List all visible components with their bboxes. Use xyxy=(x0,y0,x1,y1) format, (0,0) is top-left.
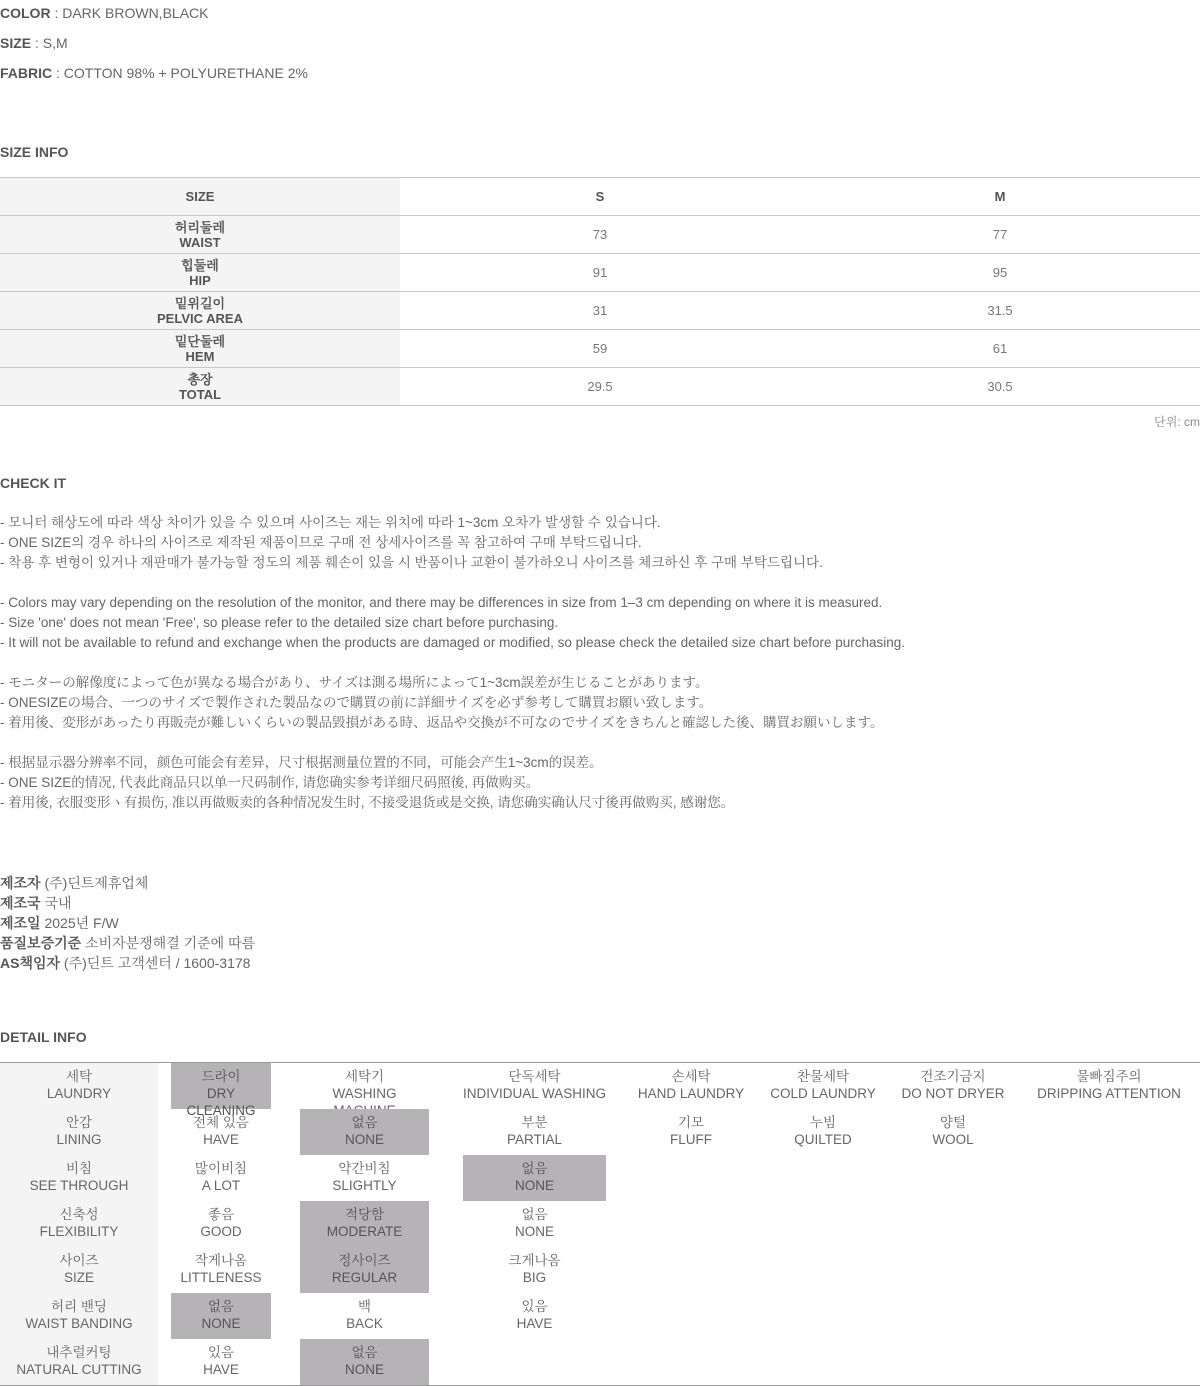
detail-option-ko: 세탁기 xyxy=(344,1069,385,1084)
detail-option-en: LITTLENESS xyxy=(180,1270,262,1285)
size-row-label-ko: 총장 xyxy=(187,371,213,387)
size-row-label-en: HIP xyxy=(189,272,211,288)
maker-info-label: 제조국 xyxy=(0,895,41,911)
size-row-label-en: HEM xyxy=(185,348,215,364)
detail-option xyxy=(632,1109,750,1155)
size-row-label xyxy=(0,216,400,254)
detail-option-en: DO NOT DRYER xyxy=(901,1086,1005,1101)
spacer xyxy=(0,734,905,754)
detail-option-selected xyxy=(171,1063,271,1118)
size-row-label xyxy=(0,292,400,330)
detail-row xyxy=(0,1247,1200,1293)
detail-option-en: NONE xyxy=(201,1316,241,1331)
detail-option-ko: 부분 xyxy=(521,1115,548,1130)
detail-option-en: LINING xyxy=(56,1132,102,1147)
detail-option-ko: 누빔 xyxy=(809,1115,837,1130)
detail-option-ko: 작게나옴 xyxy=(194,1253,248,1268)
size-table-header xyxy=(0,178,1200,216)
detail-option-en: DRIPPING ATTENTION xyxy=(1037,1086,1181,1101)
table-row xyxy=(0,368,1200,406)
size-row-label-en: WAIST xyxy=(179,234,221,250)
detail-option-ko: 단독세탁 xyxy=(508,1069,561,1084)
check-note-line: - モニターの解像度によって色が異なる場合があり、サイズは測る場所によって1~3cm誤差が生じることがあります。 xyxy=(0,675,709,690)
detail-option-ko: 좋음 xyxy=(207,1207,235,1222)
detail-option-en: BACK xyxy=(346,1316,383,1331)
detail-option-ko: 내추럴커팅 xyxy=(46,1345,112,1360)
detail-option-ko: 없음 xyxy=(351,1115,378,1130)
detail-option-en: MODERATE xyxy=(326,1224,403,1239)
detail-option-ko: 비침 xyxy=(65,1161,93,1176)
detail-option-selected xyxy=(171,1293,271,1339)
maker-info-label: 제조자 xyxy=(0,875,41,891)
maker-info-value: (주)딘트 고객센터 / 1600-3178 xyxy=(60,955,251,971)
detail-option-ko: 없음 xyxy=(521,1161,548,1176)
size-header-label: SIZE xyxy=(0,178,400,216)
spec-line xyxy=(0,4,308,34)
detail-option-ko: 사이즈 xyxy=(59,1253,99,1268)
detail-option-ko: 없음 xyxy=(351,1345,378,1360)
size-value-m: 95 xyxy=(800,254,1200,292)
check-it-notes xyxy=(0,514,905,814)
detail-option-en: NONE xyxy=(344,1132,384,1147)
detail-option-en: FLEXIBILITY xyxy=(39,1224,119,1239)
size-row-label-ko: 힙둘레 xyxy=(181,257,219,273)
detail-option-ko: 세탁 xyxy=(65,1069,93,1084)
detail-option xyxy=(764,1063,882,1109)
detail-row xyxy=(0,1155,1200,1201)
detail-option-en: HAVE xyxy=(203,1362,239,1377)
size-value-s: 91 xyxy=(400,254,800,292)
detail-option-ko: 백 xyxy=(357,1299,372,1314)
table-row xyxy=(0,254,1200,292)
detail-option-en: GOOD xyxy=(200,1224,242,1239)
detail-option xyxy=(463,1247,606,1293)
detail-option xyxy=(463,1201,606,1247)
detail-option-ko: 안감 xyxy=(65,1115,93,1130)
spec-value: : DARK BROWN,BLACK xyxy=(50,5,209,21)
detail-option xyxy=(632,1063,750,1109)
product-specs xyxy=(0,4,308,94)
detail-option xyxy=(300,1063,429,1109)
detail-option-ko: 드라이 xyxy=(201,1069,241,1084)
check-note-line: - It will not be available to refund and exchange when the products are damaged or modified, so please check the detailed size chart before purchasing. xyxy=(0,635,906,650)
check-note-line: - ONESIZEの場合、一つのサイズで製作された製品なので購買の前に詳細サイズを必ず参考して購買お願い致します。 xyxy=(0,695,713,710)
detail-option-ko: 적당함 xyxy=(344,1207,385,1222)
check-note-line: - 착용 후 변형이 있거나 재판매가 불가능할 정도의 제품 훼손이 있을 시 반품이나 교환이 불가하오니 사이즈를 체크하신 후 구매 부탁드립니다. xyxy=(0,555,823,570)
detail-option-en: SLIGHTLY xyxy=(332,1178,397,1193)
spec-line xyxy=(0,64,308,94)
detail-option xyxy=(764,1109,882,1155)
detail-option-en: COLD LAUNDRY xyxy=(770,1086,876,1101)
detail-option-ko: 있음 xyxy=(521,1299,548,1314)
detail-option-selected xyxy=(300,1247,429,1293)
detail-option-en: SIZE xyxy=(63,1270,94,1285)
unit-label: 단위: cm xyxy=(1154,415,1200,429)
detail-option-en: DRY CLEANING xyxy=(186,1086,256,1118)
maker-info-line xyxy=(0,954,255,974)
check-note-line: - 根据显示器分辨率不同，颜色可能会有差异，尺寸根据测量位置的不同，可能会产生1~3cm的误差。 xyxy=(0,755,603,770)
detail-row-label xyxy=(0,1201,158,1247)
detail-option-ko: 기모 xyxy=(677,1115,705,1130)
size-header-s: S xyxy=(400,178,800,216)
maker-info-line xyxy=(0,874,255,894)
detail-table xyxy=(0,1062,1200,1386)
maker-info-line xyxy=(0,894,255,914)
detail-option-ko: 건조기금지 xyxy=(920,1069,986,1084)
size-value-s: 29.5 xyxy=(400,368,800,406)
detail-option-en: A LOT xyxy=(201,1178,241,1193)
detail-row xyxy=(0,1109,1200,1155)
detail-option-en: INDIVIDUAL WASHING xyxy=(463,1086,607,1101)
size-info-title: SIZE INFO xyxy=(0,144,69,160)
detail-option xyxy=(896,1063,1010,1109)
detail-row-label xyxy=(0,1063,158,1109)
size-value-m: 30.5 xyxy=(800,368,1200,406)
detail-option-ko: 없음 xyxy=(521,1207,548,1222)
detail-row xyxy=(0,1201,1200,1247)
detail-option-ko: 허리 밴딩 xyxy=(51,1299,107,1314)
detail-option-en: NONE xyxy=(344,1362,384,1377)
detail-option xyxy=(171,1155,271,1201)
maker-info-value: 2025년 F/W xyxy=(40,915,119,931)
detail-row-label xyxy=(0,1339,158,1385)
detail-option xyxy=(171,1201,271,1247)
size-value-m: 31.5 xyxy=(800,292,1200,330)
detail-option-ko: 많이비침 xyxy=(194,1161,248,1176)
size-value-s: 59 xyxy=(400,330,800,368)
size-value-m: 61 xyxy=(800,330,1200,368)
detail-option-ko: 전체 있음 xyxy=(193,1115,249,1130)
detail-option-en: HAVE xyxy=(516,1316,553,1331)
detail-option-en: QUILTED xyxy=(794,1132,852,1147)
detail-row-label xyxy=(0,1109,158,1155)
detail-option-en: NATURAL CUTTING xyxy=(16,1362,142,1377)
detail-option-ko: 있음 xyxy=(207,1345,235,1360)
size-row-label xyxy=(0,254,400,292)
detail-option-ko: 손세탁 xyxy=(671,1069,711,1084)
detail-option xyxy=(171,1339,271,1385)
detail-row-label xyxy=(0,1155,158,1201)
check-note-line: - 着用後, 衣服变形ヽ有损伤, 准以再做贩卖的各种情况发生时, 不接受退货或是交换, 请您确实确认尺寸後再做购买, 感谢您。 xyxy=(0,795,735,810)
detail-option xyxy=(300,1155,429,1201)
detail-option xyxy=(896,1109,1010,1155)
check-note-line: - 모니터 해상도에 따라 색상 차이가 있을 수 있으며 사이즈는 재는 위치에 따라 1~3cm 오차가 발생할 수 있습니다. xyxy=(0,515,661,530)
detail-option xyxy=(171,1247,271,1293)
detail-option xyxy=(463,1109,606,1155)
table-row xyxy=(0,216,1200,254)
check-note-line: - 着用後、変形があったり再販売が難しいくらいの製品毀損がある時、返品や交換が不可なのでサイズをきちんと確認した後、購買お願いします。 xyxy=(0,715,884,730)
detail-option-ko: 양털 xyxy=(939,1115,967,1130)
size-row-label-ko: 밑위길이 xyxy=(174,295,226,311)
maker-info-value: (주)딘트제휴업체 xyxy=(40,875,149,891)
spec-line xyxy=(0,34,308,64)
maker-info-label: 제조일 xyxy=(0,915,41,931)
detail-option-ko: 정사이즈 xyxy=(338,1253,391,1268)
detail-option-en: WASHING xyxy=(332,1086,397,1101)
size-value-s: 31 xyxy=(400,292,800,330)
size-row-label-ko: 밑단둘레 xyxy=(174,333,226,349)
maker-info-label: 품질보증기준 xyxy=(0,935,82,951)
detail-option xyxy=(463,1063,606,1109)
detail-info-title: DETAIL INFO xyxy=(0,1029,87,1045)
spacer xyxy=(0,574,905,594)
detail-option-selected xyxy=(300,1109,429,1155)
detail-option-ko: 찬물세탁 xyxy=(796,1069,850,1084)
size-row-label-ko: 허리둘레 xyxy=(174,219,226,235)
detail-option-en: NONE xyxy=(514,1178,554,1193)
maker-info-label: AS책임자 xyxy=(0,955,61,971)
table-row xyxy=(0,292,1200,330)
detail-row xyxy=(0,1063,1200,1118)
detail-option xyxy=(1018,1063,1200,1109)
spec-label: SIZE xyxy=(0,35,32,51)
size-row-label xyxy=(0,368,400,406)
maker-info-line xyxy=(0,914,255,934)
detail-option-en: NONE xyxy=(514,1224,554,1239)
detail-row-label xyxy=(0,1247,158,1293)
detail-option-en: FLUFF xyxy=(670,1132,712,1147)
check-note-line: - Colors may vary depending on the resolution of the monitor, and there may be differences in size from 1–3 cm depending on where it is measured. xyxy=(0,595,883,610)
detail-option xyxy=(171,1109,271,1155)
size-row-label xyxy=(0,330,400,368)
check-note-line: - ONE SIZE의 경우 하나의 사이즈로 제작된 제품이므로 구매 전 상세사이즈를 꼭 참고하여 구매 부탁드립니다. xyxy=(0,535,642,550)
size-row-label-en: TOTAL xyxy=(178,386,222,402)
spacer xyxy=(0,654,905,674)
detail-option-en: WOOL xyxy=(932,1132,974,1147)
detail-option-ko: 신축성 xyxy=(59,1207,99,1222)
detail-option-selected xyxy=(463,1155,606,1201)
check-it-title: CHECK IT xyxy=(0,475,67,491)
detail-option-en: PARTIAL xyxy=(506,1132,563,1147)
detail-option-ko: 없음 xyxy=(207,1299,235,1314)
detail-option-en: BIG xyxy=(522,1270,547,1285)
maker-info-value: 국내 xyxy=(40,895,72,911)
detail-option-en: HAVE xyxy=(203,1132,239,1147)
size-row-label-en: PELVIC AREA xyxy=(157,310,243,326)
spec-value: : S,M xyxy=(31,35,68,51)
detail-option-ko: 물빠짐주의 xyxy=(1076,1069,1142,1084)
spec-label: FABRIC xyxy=(0,65,53,81)
detail-option-en: SEE THROUGH xyxy=(29,1178,129,1193)
table-row xyxy=(0,330,1200,368)
detail-row xyxy=(0,1339,1200,1385)
detail-row xyxy=(0,1293,1200,1339)
detail-option-en: HAND LAUNDRY xyxy=(637,1086,745,1101)
detail-row-label xyxy=(0,1293,158,1339)
check-note-line: - Size 'one' does not mean 'Free', so please refer to the detailed size chart before purchasing. xyxy=(0,615,559,630)
size-header-m: M xyxy=(800,178,1200,216)
maker-info-value: 소비자분쟁해결 기준에 따름 xyxy=(81,935,256,951)
spec-label: COLOR xyxy=(0,5,51,21)
detail-option-selected xyxy=(300,1339,429,1385)
maker-info xyxy=(0,874,255,974)
size-value-m: 77 xyxy=(800,216,1200,254)
spec-value: : COTTON 98% + POLYURETHANE 2% xyxy=(52,65,308,81)
maker-info-line xyxy=(0,934,255,954)
size-table xyxy=(0,177,1200,406)
check-note-line: - ONE SIZE的情况, 代表此商品只以单一尺码制作, 请您确实参考详细尺码照後, 再做购买。 xyxy=(0,775,540,790)
detail-option-ko: 크게나옴 xyxy=(508,1253,561,1268)
detail-option-selected xyxy=(300,1201,429,1247)
detail-option-en: WAIST BANDING xyxy=(25,1316,133,1331)
detail-option-en: LAUNDRY xyxy=(46,1086,112,1101)
detail-option-ko: 약간비침 xyxy=(338,1161,391,1176)
detail-option-en: REGULAR xyxy=(331,1270,398,1285)
size-value-s: 73 xyxy=(400,216,800,254)
detail-option xyxy=(300,1293,429,1339)
detail-option xyxy=(463,1293,606,1339)
